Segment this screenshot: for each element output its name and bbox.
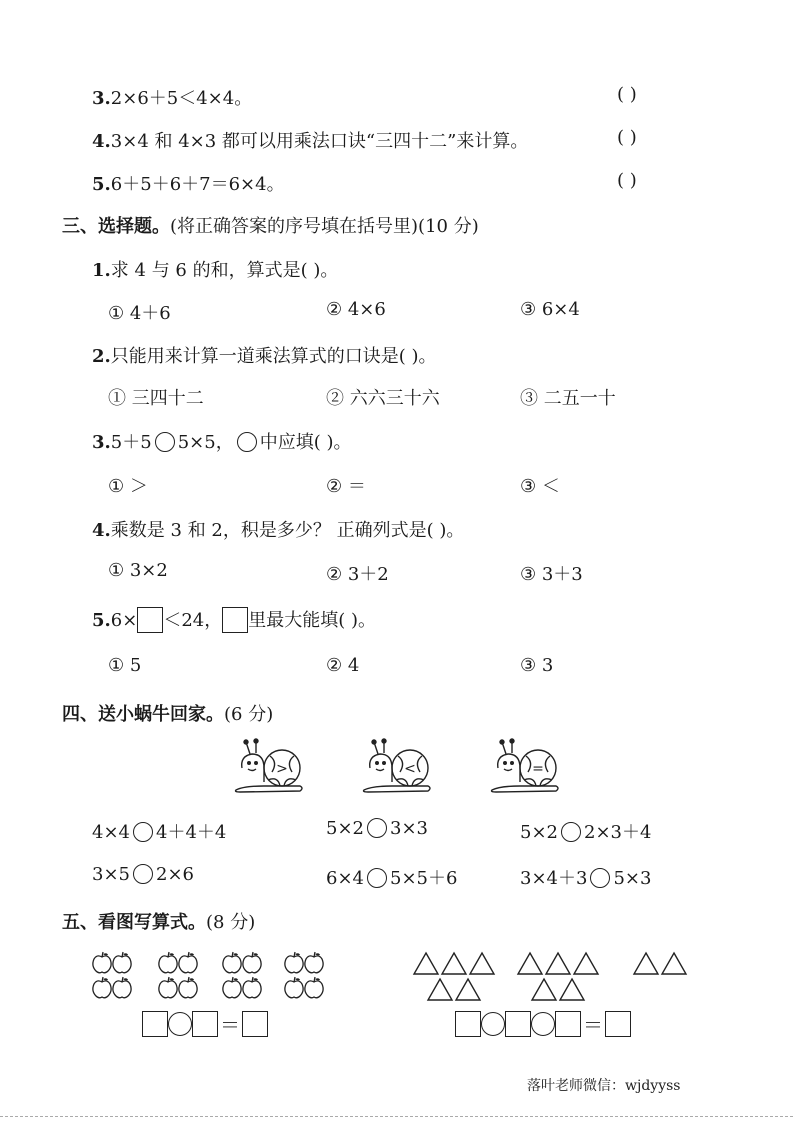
section-3-heading	[62, 212, 479, 238]
option-c[interactable]: ③ 3	[520, 655, 554, 676]
compare-item	[520, 818, 651, 844]
right-expr: 5×5＋6	[390, 868, 458, 889]
equals-sign: ＝	[220, 1013, 240, 1037]
item-text: 2×6＋5＜4×4。	[110, 88, 253, 109]
compare-item	[326, 864, 457, 890]
question-text-a: 6×	[110, 610, 138, 631]
operator-circle[interactable]	[481, 1012, 505, 1036]
item-number: 5.	[92, 174, 111, 195]
judge-item-5	[92, 170, 285, 196]
answer-circle[interactable]	[561, 822, 581, 842]
compare-item	[520, 864, 651, 890]
choice-q5	[92, 606, 376, 633]
compare-circle	[237, 432, 257, 452]
apple-group	[93, 952, 131, 998]
item-text: 3×4 和 4×3 都可以用乘法口诀“三四十二”来计算。	[110, 131, 529, 152]
left-expr: 3×4＋3	[520, 868, 588, 889]
compare-item	[92, 864, 194, 885]
item-number: 1.	[92, 260, 111, 281]
compare-circle	[155, 432, 175, 452]
right-expr: 2×3＋4	[584, 822, 652, 843]
item-number: 4.	[92, 520, 111, 541]
answer-box[interactable]	[455, 1011, 481, 1037]
right-expr: 2×6	[156, 864, 194, 885]
triangles-picture	[412, 950, 694, 1002]
left-expr: 5×2	[520, 822, 558, 843]
right-expr: 3×3	[390, 818, 428, 839]
section-subtitle: (8 分)	[206, 912, 256, 933]
choice-q3	[92, 428, 351, 454]
option-b[interactable]: ② 4	[326, 655, 360, 676]
triangle-group	[634, 953, 686, 974]
question-text-b: 5×5，	[177, 432, 234, 453]
option-b[interactable]: ② 4×6	[326, 299, 386, 320]
answer-box[interactable]	[192, 1011, 218, 1037]
question-text: 求 4 与 6 的和，算式是( )。	[110, 260, 339, 281]
judge-item-4	[92, 127, 528, 153]
choice-q1	[92, 256, 338, 282]
question-text-c: 中应填( )。	[259, 432, 352, 453]
answer-box[interactable]	[242, 1011, 268, 1037]
item-number: 5.	[92, 610, 111, 631]
apple-group	[223, 952, 261, 998]
option-a[interactable]: ① 三四十二	[108, 388, 204, 409]
option-a[interactable]: ① 5	[108, 655, 142, 676]
option-a[interactable]: ① 3×2	[108, 560, 168, 581]
answer-circle[interactable]	[133, 864, 153, 884]
compare-item	[92, 818, 226, 844]
item-text: 6＋5＋6＋7＝6×4。	[110, 174, 285, 195]
option-c[interactable]: ③ 二五一十	[520, 388, 616, 409]
question-text-a: 5＋5	[110, 432, 152, 453]
judge-item-3	[92, 84, 252, 110]
option-a[interactable]: ① ＞	[108, 476, 148, 497]
answer-circle[interactable]	[133, 822, 153, 842]
section-5-heading	[62, 908, 255, 934]
blank-box	[137, 607, 163, 633]
choice-q4	[92, 516, 464, 542]
option-b[interactable]: ② ＝	[326, 476, 366, 497]
left-expr: 5×2	[326, 818, 364, 839]
right-expr: 4＋4＋4	[156, 822, 227, 843]
left-expr: 6×4	[326, 868, 364, 889]
question-text-c: 里最大能填( )。	[248, 610, 377, 631]
left-expr: 4×4	[92, 822, 130, 843]
answer-paren[interactable]: ( )	[617, 127, 637, 148]
apple-group	[159, 952, 197, 998]
section-subtitle: (6 分)	[224, 704, 274, 725]
answer-circle[interactable]	[367, 818, 387, 838]
blank-box	[222, 607, 248, 633]
question-text: 只能用来计算一道乘法算式的口诀是( )。	[110, 346, 437, 367]
answer-box[interactable]	[605, 1011, 631, 1037]
snail-symbol: <	[404, 761, 416, 777]
equals-sign: ＝	[583, 1013, 603, 1037]
option-a[interactable]: ① 4＋6	[108, 303, 171, 324]
triangle-group	[518, 953, 598, 1000]
section-subtitle: (将正确答案的序号填在括号里)(10 分)	[170, 216, 479, 237]
right-expr: 5×3	[613, 868, 652, 889]
answer-circle[interactable]	[367, 868, 387, 888]
triangles-equation	[455, 1009, 631, 1038]
option-b[interactable]: ② 六六三十六	[326, 388, 440, 409]
triangle-group	[414, 953, 494, 1000]
choice-q2	[92, 342, 437, 368]
answer-box[interactable]	[555, 1011, 581, 1037]
answer-circle[interactable]	[590, 868, 610, 888]
apples-equation	[142, 1009, 268, 1038]
left-expr: 3×5	[92, 864, 130, 885]
answer-box[interactable]	[505, 1011, 531, 1037]
item-number: 3.	[92, 88, 111, 109]
section-title: 四、送小蜗牛回家。	[62, 704, 224, 725]
operator-circle[interactable]	[168, 1012, 192, 1036]
snail-symbol: =	[532, 761, 544, 777]
answer-box[interactable]	[142, 1011, 168, 1037]
section-4-heading	[62, 700, 273, 726]
section-title: 三、选择题。	[62, 216, 170, 237]
question-text: 乘数是 3 和 2，积是多少？ 正确列式是( )。	[110, 520, 465, 541]
answer-paren[interactable]: ( )	[617, 170, 637, 191]
option-c[interactable]: ③ 6×4	[520, 299, 580, 320]
snail-equal-icon	[490, 738, 562, 796]
snail-symbol: >	[276, 761, 288, 777]
page-divider	[0, 1116, 793, 1117]
option-c[interactable]: ③ ＜	[520, 476, 560, 497]
snail-less-icon	[362, 738, 434, 796]
option-c[interactable]: ③ 3＋3	[520, 564, 583, 585]
section-title: 五、看图写算式。	[62, 912, 206, 933]
answer-paren[interactable]: ( )	[617, 84, 637, 105]
question-text-b: ＜24，	[163, 610, 223, 631]
snail-greater-icon	[234, 738, 306, 796]
option-b[interactable]: ② 3＋2	[326, 564, 389, 585]
item-number: 2.	[92, 346, 111, 367]
footer-contact: 落叶老师微信：wjdyyss	[527, 1078, 681, 1094]
compare-item	[326, 818, 428, 839]
apple-group	[285, 952, 323, 998]
apples-picture	[90, 950, 335, 1002]
item-number: 4.	[92, 131, 111, 152]
item-number: 3.	[92, 432, 111, 453]
operator-circle[interactable]	[531, 1012, 555, 1036]
